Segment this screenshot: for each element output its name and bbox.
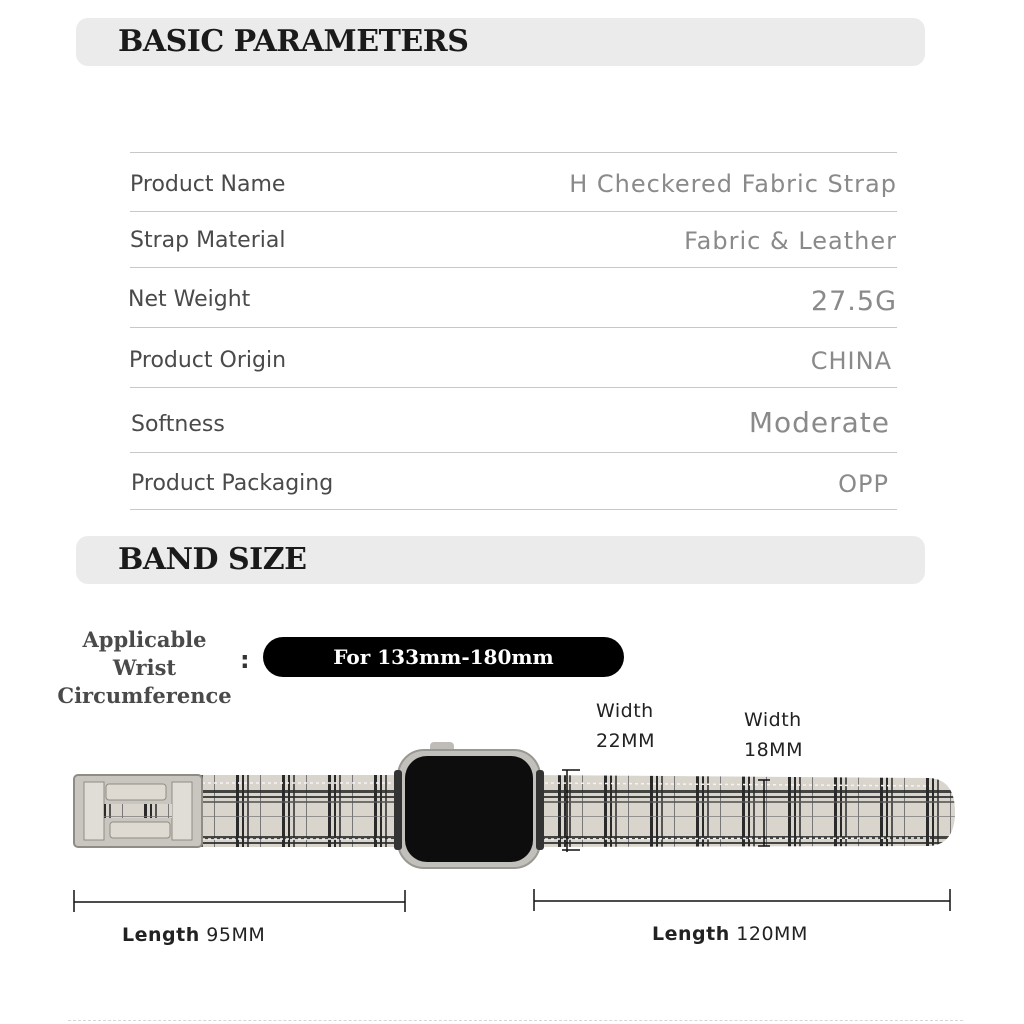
param-label-product-packaging: Product Packaging [131, 471, 334, 496]
param-label-product-name: Product Name [130, 172, 286, 197]
param-label-softness: Softness [131, 412, 225, 437]
param-value-product-origin: CHINA [810, 347, 892, 375]
width-18-label: Width [744, 709, 802, 731]
wrist-circumference-label [52, 626, 237, 710]
table-divider [130, 267, 897, 268]
table-divider [130, 211, 897, 212]
basic-parameters-title: BASIC PARAMETERS [118, 24, 469, 59]
param-label-net-weight: Net Weight [128, 287, 251, 312]
table-divider [130, 387, 897, 388]
table-divider [130, 152, 897, 153]
length-120-label: Length [652, 923, 730, 945]
param-value-strap-material: Fabric & Leather [684, 227, 897, 255]
width-22-value: 22MM [596, 730, 655, 752]
length-120-value: 120MM [736, 923, 808, 945]
table-divider [130, 452, 897, 453]
param-value-product-packaging: OPP [838, 470, 889, 498]
wrist-label-line2: Circumference [57, 683, 232, 708]
param-value-product-name: H Checkered Fabric Strap [569, 170, 897, 198]
right-strap [530, 775, 955, 847]
watch-band-illustration [0, 730, 1024, 880]
length-lines [0, 885, 1024, 915]
band-size-title: BAND SIZE [118, 542, 307, 577]
param-label-product-origin: Product Origin [129, 348, 287, 373]
band-size-header [76, 536, 925, 584]
wrist-colon: : [240, 646, 250, 674]
length-120-annotation [652, 923, 808, 945]
watch-case [394, 742, 544, 868]
h-buckle [74, 775, 202, 847]
param-value-softness: Moderate [748, 406, 890, 439]
param-label-strap-material: Strap Material [130, 228, 286, 253]
basic-parameters-header [76, 18, 925, 66]
length-95-annotation [122, 924, 265, 946]
length-95-value: 95MM [206, 924, 266, 946]
width-18-value: 18MM [744, 739, 803, 761]
width-22-label: Width [596, 700, 654, 722]
wrist-label-line1: Applicable Wrist [82, 627, 207, 680]
table-divider [130, 327, 897, 328]
param-value-net-weight: 27.5G [810, 286, 897, 317]
length-95-label: Length [122, 924, 200, 946]
table-divider [130, 509, 897, 510]
bottom-divider [68, 1020, 963, 1022]
wrist-range-pill: For 133mm-180mm [263, 637, 624, 677]
